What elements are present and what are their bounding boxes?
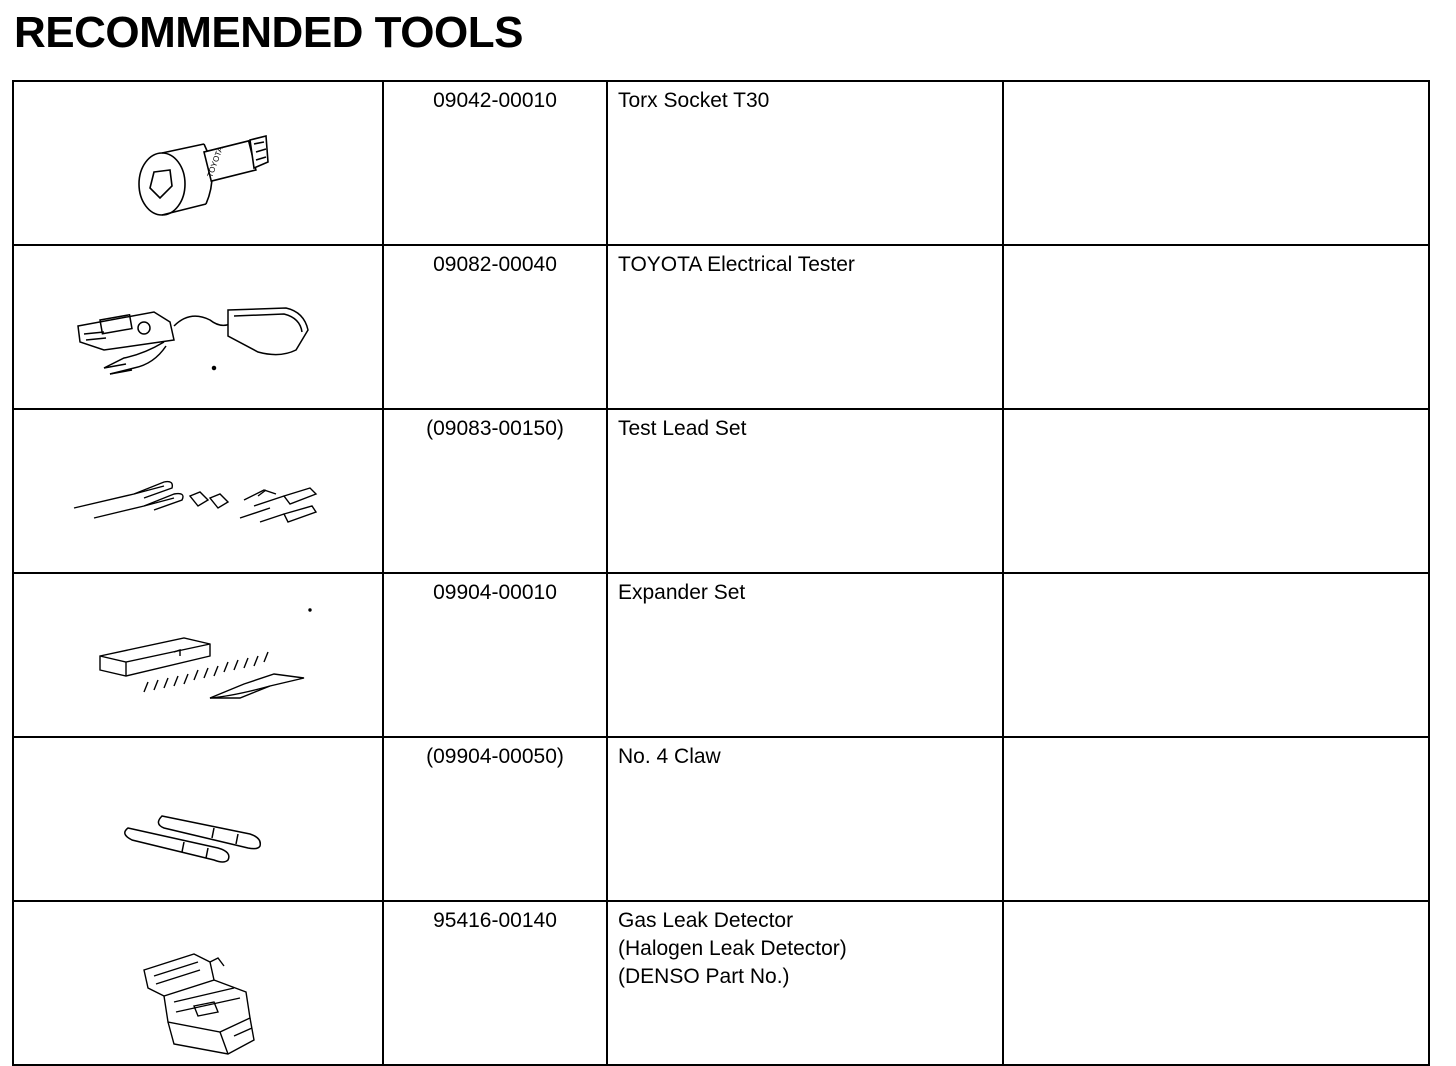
tool-name-line: No. 4 Claw	[618, 745, 721, 768]
svg-text:TOYOTA: TOYOTA	[205, 145, 225, 179]
tool-illustration-cell	[13, 737, 383, 901]
table-row	[13, 409, 1429, 573]
test-leads-illustration	[14, 410, 382, 567]
part-number: 09082-00040	[383, 245, 607, 409]
tool-name-line: (DENSO Part No.)	[618, 965, 790, 988]
table-row	[13, 245, 1429, 409]
blank-cell	[1003, 573, 1429, 737]
tool-name	[607, 245, 1003, 409]
table-row	[13, 81, 1429, 245]
part-number: (09083-00150)	[383, 409, 607, 573]
blank-cell	[1003, 737, 1429, 901]
part-number: 09042-00010	[383, 81, 607, 245]
tool-name-line: Expander Set	[618, 581, 746, 604]
tool-name	[607, 573, 1003, 737]
tool-name-line: TOYOTA Electrical Tester	[618, 253, 855, 276]
tool-name	[607, 901, 1003, 1065]
table-row	[13, 573, 1429, 737]
page-title: RECOMMENDED TOOLS	[14, 8, 523, 57]
tool-illustration-cell	[13, 901, 383, 1065]
blank-cell	[1003, 409, 1429, 573]
table-row	[13, 737, 1429, 901]
tool-name	[607, 81, 1003, 245]
torx-socket-illustration	[14, 82, 382, 239]
tool-name	[607, 409, 1003, 573]
tool-name	[607, 737, 1003, 901]
blank-cell	[1003, 245, 1429, 409]
part-number: (09904-00050)	[383, 737, 607, 901]
table-row	[13, 901, 1429, 1065]
tool-illustration-cell	[13, 409, 383, 573]
tool-illustration-cell	[13, 573, 383, 737]
tool-name-line: (Halogen Leak Detector)	[618, 937, 847, 960]
blank-cell	[1003, 81, 1429, 245]
electrical-tester-illustration	[14, 246, 382, 403]
tool-illustration-cell	[13, 245, 383, 409]
gas-leak-detector-illustration	[14, 902, 382, 1059]
tool-illustration-cell	[13, 81, 383, 245]
part-number: 09904-00010	[383, 573, 607, 737]
tool-name-line: Torx Socket T30	[618, 89, 770, 112]
part-number: 95416-00140	[383, 901, 607, 1065]
expander-set-illustration	[14, 574, 382, 731]
tools-table	[12, 80, 1430, 1066]
claw-illustration	[14, 738, 382, 895]
blank-cell	[1003, 901, 1429, 1065]
tool-name-line: Gas Leak Detector	[618, 909, 794, 932]
tool-name-line: Test Lead Set	[618, 417, 747, 440]
